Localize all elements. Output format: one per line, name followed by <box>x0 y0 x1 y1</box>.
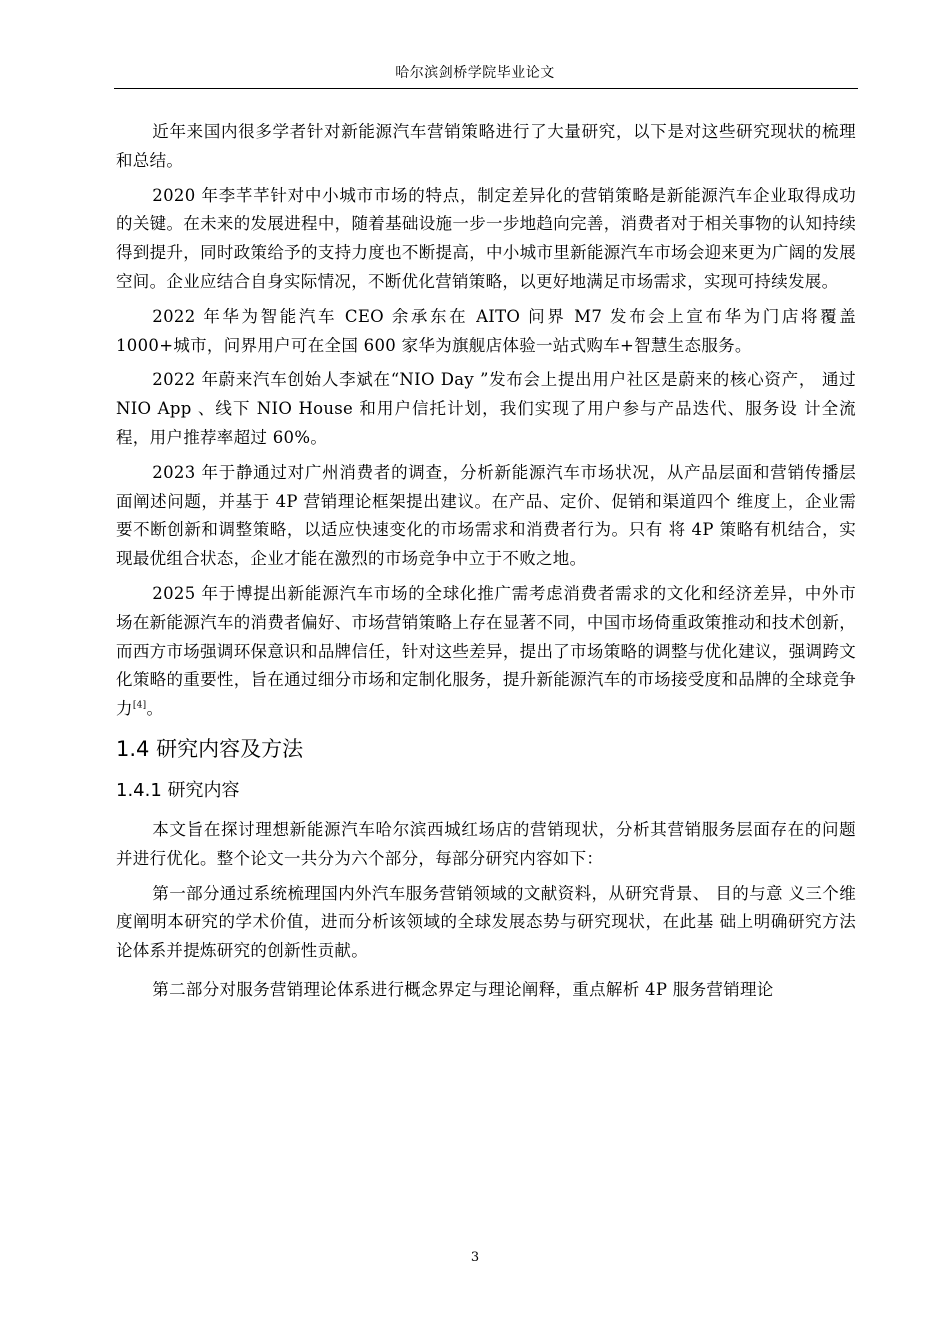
paragraph-li-qianqian-2020: 2020 年李芊芊针对中小城市市场的特点，制定差异化的营销策略是新能源汽车企业取得成功的关键。在未来的发展进程中，随着基础设施一步一步地趋向完善，消费者对于相关事物的认知持续得到提升，同时政策给予的支持力度也不断提高，中小城市里新能源汽车市场会迎来更为广阔的发展空间。企业应结合自身实际情况，不断优化营销策略，以更好地满足市场需求，实现可持续发展。 <box>116 185 856 291</box>
section-heading-1-4: 1.4 研究内容及方法 <box>116 736 304 761</box>
citation-reference: [4] <box>132 700 147 711</box>
paragraph-yu-bo-2025 <box>116 580 856 724</box>
paragraph-end-punctuation: 。 <box>146 699 164 719</box>
document-body <box>116 118 856 1005</box>
header-divider <box>114 88 858 89</box>
paragraph-yu-jing-2023: 2023 年于静通过对广州消费者的调查，分析新能源汽车市场状况，从产品层面和营销传播层面阐述问题，并基于 4P 营销理论框架提出建议。在产品、定价、促销和渠道四个 维度上，企业需要不断创新和调整策略，以适应快速变化的市场需求和消费者行为。只有 将 4P 策略有机结合，实现最优组合状态，企业才能在激烈的市场竞争中立于不败之地。 <box>116 462 856 569</box>
paragraph-literature-intro: 近年来国内很多学者针对新能源汽车营销策略进行了大量研究，以下是对这些研究现状的梳理和总结。 <box>116 122 856 170</box>
paragraph-text: 2025 年于博提出新能源汽车市场的全球化推广需考虑消费者需求的文化和经济差异，中外市场在新能源汽车的消费者偏好、市场营销策略上存在显著不同，中国市场倚重政策推动和技术创新，而西方市场强调环保意识和品牌信任，针对这些差异，提出了市场策略的调整与优化建议，强调跨文化策略的重要性，旨在通过细分市场和定制化服务，提升新能源汽车的市场接受度和品牌的全球竞争力 <box>116 583 856 719</box>
page-header-title: 哈尔滨剑桥学院毕业论文 <box>395 65 555 81</box>
paragraph-nio-2022: 2022 年蔚来汽车创始人李斌在“NIO Day ”发布会上提出用户社区是蔚来的核心资产， 通过 NIO App 、线下 NIO House 和用户信托计划，我们实现了用户参与产品迭代、服务设 计全流程，用户推荐率超过 60%。 <box>116 370 856 447</box>
paragraph-huawei-2022: 2022 年华为智能汽车 CEO 余承东在 AITO 问界 M7 发布会上宣布华为门店将覆盖 1000+城市，问界用户可在全国 600 家华为旗舰店体验一站式购车+智慧生态服务。 <box>116 306 856 355</box>
subsection-heading-1-4-1: 1.4.1 研究内容 <box>116 779 240 801</box>
paragraph-part-two: 第二部分对服务营销理论体系进行概念界定与理论阐释，重点解析 4P 服务营销理论 <box>152 979 774 999</box>
page-number: 3 <box>470 1250 480 1265</box>
paragraph-part-one: 第一部分通过系统梳理国内外汽车服务营销领域的文献资料，从研究背景、 目的与意 义三个维度阐明本研究的学术价值，进而分析该领域的全球发展态势与研究现状，在此基 础上明确研究方法论体系并提炼研究的创新性贡献。 <box>116 883 856 961</box>
paragraph-research-content-intro: 本文旨在探讨理想新能源汽车哈尔滨西城红场店的营销现状，分析其营销服务层面存在的问题并进行优化。整个论文一共分为六个部分，每部分研究内容如下： <box>116 819 856 868</box>
